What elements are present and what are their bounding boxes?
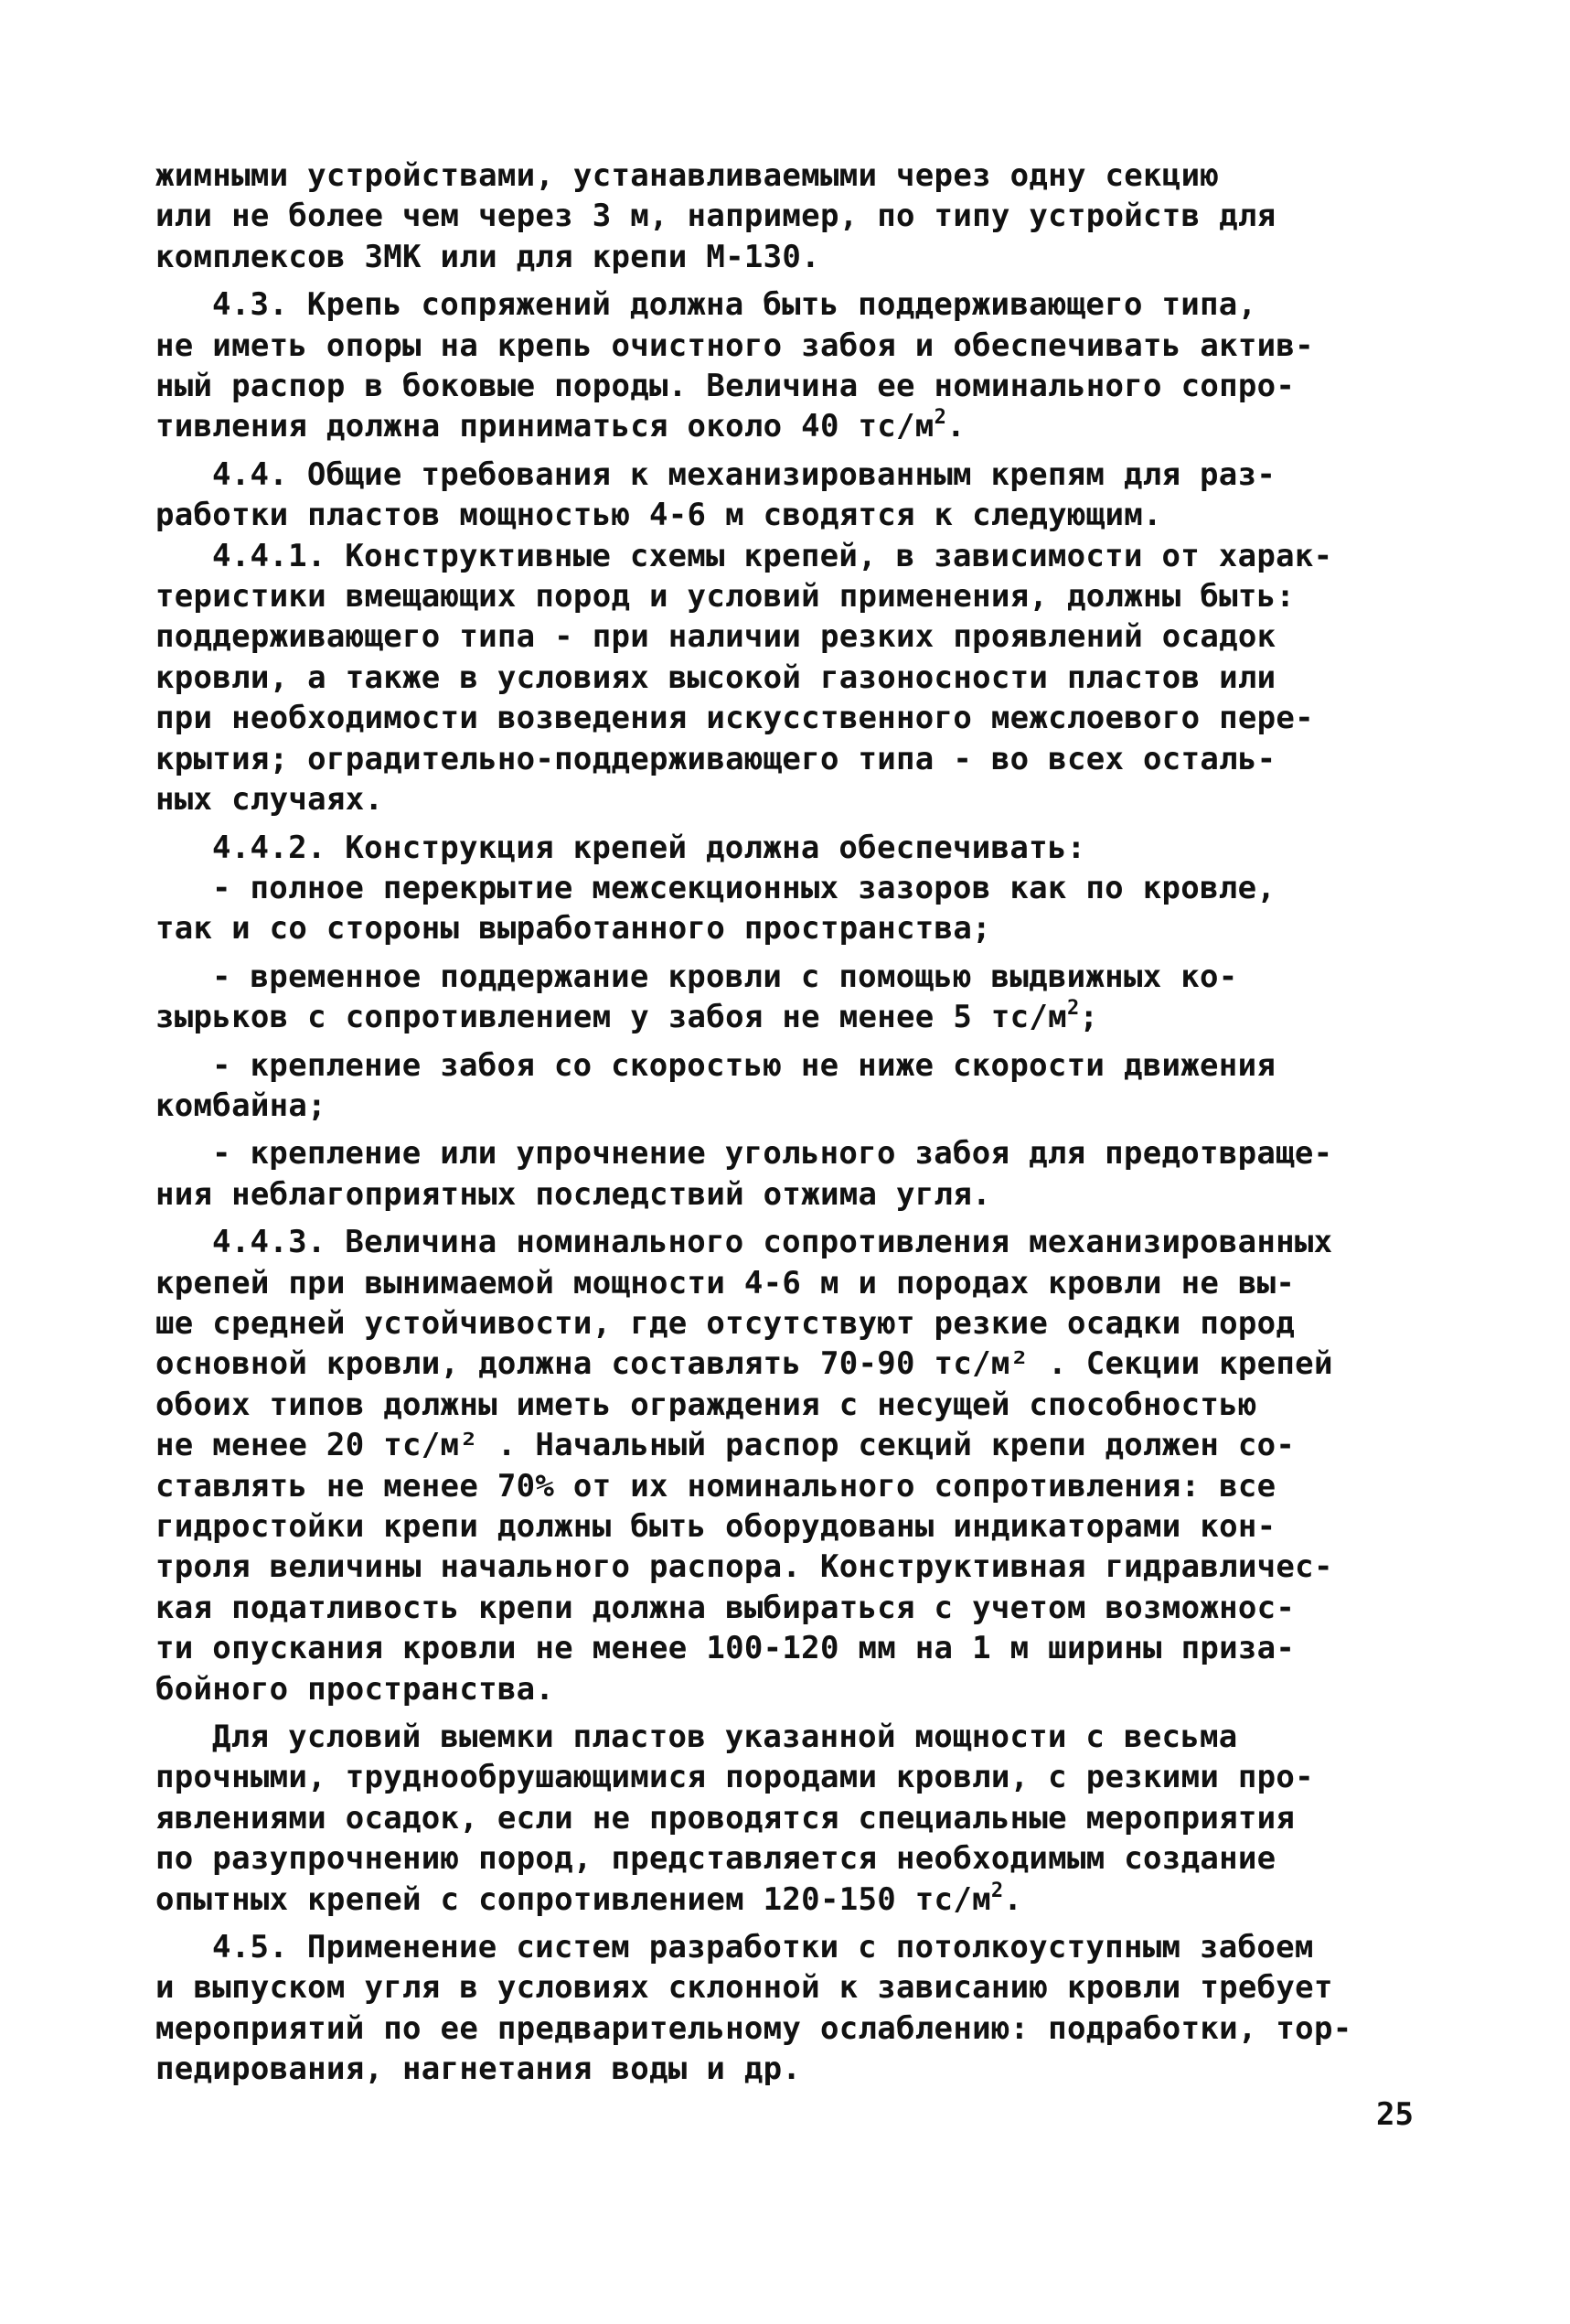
text-line: по разупрочнению пород, представляется необходимым создание	[155, 1840, 1276, 1878]
paragraph-4-5	[155, 1927, 1426, 2090]
text-line: - крепление забоя со скоростью не ниже скорости движения	[212, 1046, 1276, 1084]
text-line: троля величины начального распора. Конструктивная гидравличес-	[155, 1548, 1333, 1586]
text-line	[155, 1880, 1426, 1920]
text-fragment: зырьков с сопротивлением у забоя не менее 5 тс/м	[155, 999, 1067, 1036]
bullet-item	[155, 1045, 1426, 1127]
bullet-item	[155, 868, 1426, 949]
paragraph-4-4-3	[155, 1222, 1426, 1709]
superscript: 2	[990, 1879, 1004, 1902]
text-line: мероприятий по ее предварительному ослаблению: подработки, тор-	[155, 2009, 1352, 2047]
text-line: жимными устройствами, устанавливаемыми через одну секцию	[155, 157, 1220, 194]
text-line: и выпуском угля в условиях склонной к зависанию кровли требует	[155, 1969, 1333, 2007]
text-line: кая податливость крепи должна выбираться с учетом возможнос-	[155, 1589, 1296, 1626]
text-line: явлениями осадок, если не проводятся специальные мероприятия	[155, 1799, 1296, 1837]
text-line: 4.3. Крепь сопряжений должна быть поддерживающего типа,	[212, 286, 1257, 324]
text-line	[155, 406, 1426, 446]
text-fragment: .	[946, 408, 966, 445]
text-line: ный распор в боковые породы. Величина ее номинального сопро-	[155, 368, 1296, 405]
text-line: ния неблагоприятных последствий отжима угля.	[155, 1175, 991, 1213]
text-line: не иметь опоры на крепь очистного забоя и обеспечивать актив-	[155, 327, 1314, 364]
bullet-item	[155, 957, 1426, 1038]
superscript: 2	[1066, 997, 1080, 1021]
paragraph-4-4	[155, 455, 1426, 536]
text-fragment: ;	[1079, 999, 1099, 1036]
text-line: крепей при вынимаемой мощности 4-6 м и породах кровли не вы-	[155, 1264, 1296, 1301]
text-line: 4.4. Общие требования к механизированным крепям для раз-	[212, 455, 1276, 493]
text-line: комбайна;	[155, 1087, 326, 1124]
text-line: крытия; оградительно-поддерживающего типа - во всех осталь-	[155, 740, 1276, 777]
text-line: или не более чем через 3 м, например, по типу устройств для	[155, 198, 1276, 235]
text-line: ставлять не менее 70% от их номинального сопротивления: все	[155, 1467, 1276, 1505]
text-line: - временное поддержание кровли с помощью выдвижных ко-	[212, 958, 1238, 995]
text-line: гидростойки крепи должны быть оборудованы индикаторами кон-	[155, 1508, 1276, 1545]
text-line: работки пластов мощностью 4-6 м сводятся к следующим.	[155, 497, 1162, 534]
text-line: ти опускания кровли не менее 100-120 мм на 1 м ширины приза-	[155, 1630, 1296, 1667]
text-line: ше средней устойчивости, где отсутствуют резкие осадки пород	[155, 1304, 1296, 1342]
text-line: 4.5. Применение систем разработки с потолкоуступным забоем	[212, 1929, 1314, 1966]
text-line: 4.4.3. Величина номинального сопротивления механизированных	[212, 1224, 1333, 1261]
text-line: - полное перекрытие межсекционных зазоров как по кровле,	[212, 869, 1276, 906]
paragraph-continuation	[155, 155, 1426, 277]
text-line: обоих типов должны иметь ограждения с несущей способностью	[155, 1386, 1257, 1423]
text-line: комплексов 3МК или для крепи М-130.	[155, 238, 820, 275]
body-text	[155, 155, 1426, 2090]
text-line: бойного пространства.	[155, 1670, 555, 1708]
text-line: поддерживающего типа - при наличии резких проявлений осадок	[155, 618, 1276, 656]
text-line: основной кровли, должна составлять 70-90 тс/м² . Секции крепей	[155, 1345, 1333, 1383]
text-line: - крепление или упрочнение угольного забоя для предотвраще-	[212, 1135, 1333, 1173]
bullet-item	[155, 1133, 1426, 1215]
text-line: ных случаях.	[155, 781, 384, 819]
text-line: при необходимости возведения искусственного межслоевого пере-	[155, 700, 1314, 737]
paragraph-4-4-2	[155, 828, 1426, 868]
text-line: не менее 20 тс/м² . Начальный распор секций крепи должен со-	[155, 1427, 1296, 1464]
paragraph-4-3	[155, 284, 1426, 447]
text-line	[155, 997, 1426, 1037]
text-line: 4.4.2. Конструкция крепей должна обеспечивать:	[212, 829, 1086, 866]
text-line: прочными, труднообрушающимися породами кровли, с резкими про-	[155, 1759, 1314, 1796]
text-fragment: тивления должна приниматься около 40 тс/м	[155, 408, 935, 445]
text-line: Для условий выемки пластов указанной мощности с весьма	[212, 1719, 1238, 1756]
paragraph-4-4-1	[155, 536, 1426, 820]
superscript: 2	[934, 406, 947, 430]
paragraph-4-4-3-continued	[155, 1717, 1426, 1920]
text-line: так и со стороны выработанного пространства;	[155, 910, 991, 948]
text-fragment: опытных крепей с сопротивлением 120-150 тс/м	[155, 1880, 991, 1918]
page-number: 25	[1376, 2096, 1414, 2133]
text-fragment: .	[1003, 1880, 1023, 1918]
text-line: теристики вмещающих пород и условий применения, должны быть:	[155, 578, 1296, 616]
text-line: кровли, а также в условиях высокой газоносности пластов или	[155, 659, 1276, 696]
text-line: 4.4.1. Конструктивные схемы крепей, в зависимости от харак-	[212, 537, 1333, 574]
text-line: педирования, нагнетания воды и др.	[155, 2051, 802, 2088]
